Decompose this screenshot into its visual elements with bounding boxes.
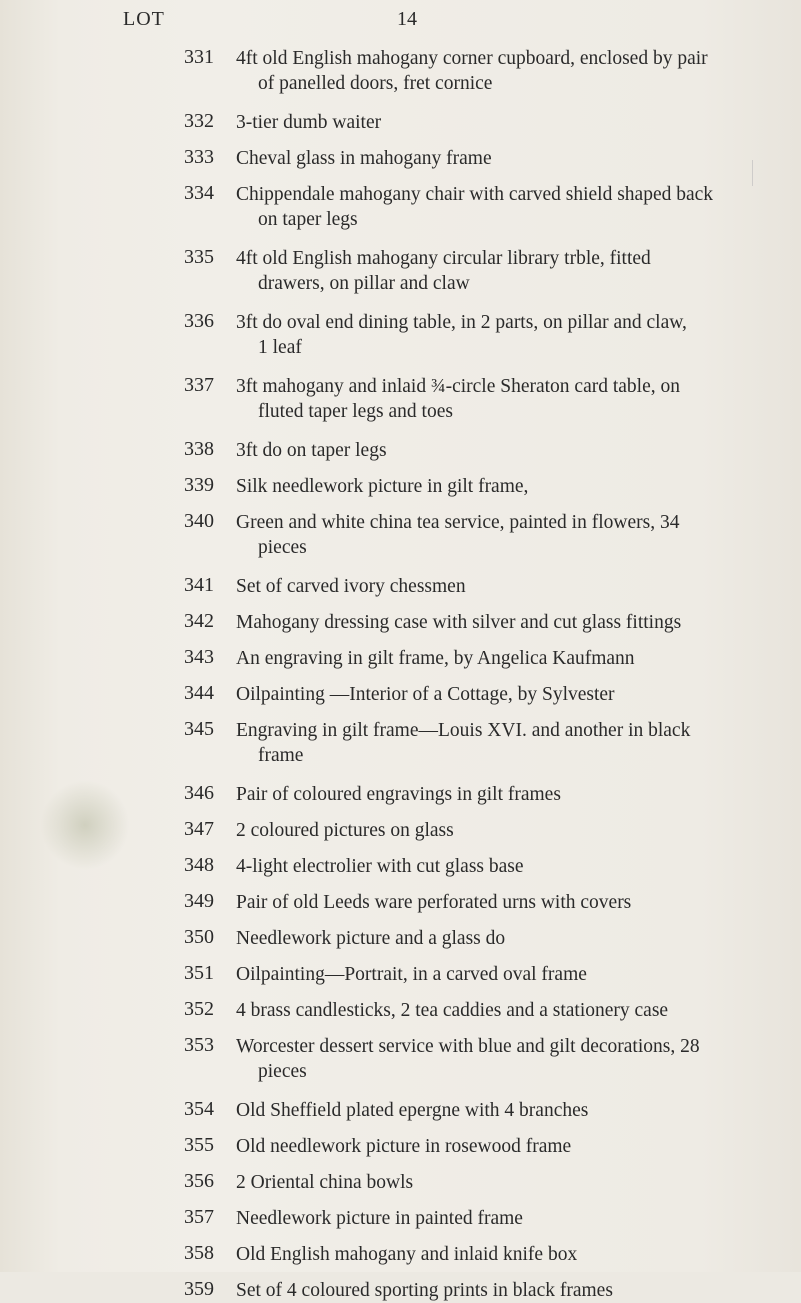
lot-description — [236, 1134, 788, 1159]
lot-description-text: Oilpainting—Portrait, in a carved oval frame — [236, 964, 587, 985]
lot-description-text: 2 Oriental china bowls — [236, 1172, 414, 1193]
lot-description-text: 2 coloured pictures on glass — [236, 820, 454, 841]
margin-stain — [40, 780, 130, 870]
lot-number: 340 — [184, 510, 214, 532]
lot-description — [236, 854, 788, 879]
lot-description-text: Green and white china tea service, painted in flowers, 34 — [236, 512, 680, 533]
lot-description — [236, 474, 788, 499]
lot-description-text: Engraving in gilt frame—Louis XVI. and another in black — [236, 720, 691, 741]
lot-number: 357 — [184, 1206, 214, 1228]
lot-number: 339 — [184, 474, 214, 496]
lot-description — [236, 146, 788, 171]
lot-description-continuation: on taper legs — [258, 209, 358, 230]
lot-number: 345 — [184, 718, 214, 740]
lot-description — [236, 890, 788, 915]
lot-number: 333 — [184, 146, 214, 168]
lot-number: 335 — [184, 246, 214, 268]
lot-number: 341 — [184, 574, 214, 596]
lot-number: 344 — [184, 682, 214, 704]
lot-description — [236, 1098, 788, 1123]
lot-description-continuation: fluted taper legs and toes — [258, 401, 453, 422]
lot-number: 352 — [184, 998, 214, 1020]
lot-description-text: Old needlework picture in rosewood frame — [236, 1136, 572, 1157]
lot-description — [236, 610, 788, 635]
lot-description — [236, 998, 788, 1023]
lot-description-continuation: drawers, on pillar and claw — [258, 273, 470, 294]
lot-description-continuation: pieces — [258, 1061, 307, 1082]
lot-description-text: 3ft do on taper legs — [236, 440, 387, 461]
lot-description — [236, 110, 788, 135]
lot-description — [236, 1278, 788, 1303]
lot-description-text: 4-light electrolier with cut glass base — [236, 856, 524, 877]
lot-description — [236, 1206, 788, 1231]
lot-number: 353 — [184, 1034, 214, 1056]
lot-description-text: Needlework picture in painted frame — [236, 1208, 523, 1229]
lot-number: 334 — [184, 182, 214, 204]
lot-description-text: Set of 4 coloured sporting prints in black frames — [236, 1280, 613, 1301]
lot-number: 350 — [184, 926, 214, 948]
lot-description — [236, 818, 788, 843]
lot-description-text: Needlework picture and a glass do — [236, 928, 506, 949]
lot-description-text: 3ft mahogany and inlaid ¾-circle Sheraton card table, on — [236, 376, 681, 397]
lot-description — [236, 374, 788, 424]
lot-description — [236, 182, 788, 232]
page-header — [0, 8, 801, 38]
lot-description — [236, 246, 788, 296]
lot-description-text: Oilpainting —Interior of a Cottage, by Sylvester — [236, 684, 615, 705]
lot-number: 338 — [184, 438, 214, 460]
lot-description — [236, 510, 788, 560]
lot-description — [236, 574, 788, 599]
lot-description — [236, 1242, 788, 1267]
lot-number: 358 — [184, 1242, 214, 1264]
lot-description — [236, 682, 788, 707]
lot-description — [236, 782, 788, 807]
lot-number: 349 — [184, 890, 214, 912]
lot-description-text: Mahogany dressing case with silver and cut glass fittings — [236, 612, 682, 633]
lot-description — [236, 310, 788, 360]
lot-description-text: 4ft old English mahogany circular library trble, fitted — [236, 248, 651, 269]
lot-description-text: Old English mahogany and inlaid knife box — [236, 1244, 578, 1265]
lot-description — [236, 962, 788, 987]
lot-number: 346 — [184, 782, 214, 804]
lot-number: 359 — [184, 1278, 214, 1300]
lot-description-text: 4 brass candlesticks, 2 tea caddies and a stationery case — [236, 1000, 669, 1021]
lot-description-text: Pair of old Leeds ware perforated urns with covers — [236, 892, 632, 913]
lot-description-continuation: pieces — [258, 537, 307, 558]
lot-number: 342 — [184, 610, 214, 632]
lot-description-text: Chippendale mahogany chair with carved shield shaped back — [236, 184, 714, 205]
lot-description-text: 3ft do oval end dining table, in 2 parts, on pillar and claw, — [236, 312, 687, 333]
lot-description — [236, 646, 788, 671]
lot-description-text: Old Sheffield plated epergne with 4 branches — [236, 1100, 589, 1121]
lot-description-text: 4ft old English mahogany corner cupboard, enclosed by pair — [236, 48, 708, 69]
lot-number: 331 — [184, 46, 214, 68]
lot-number: 348 — [184, 854, 214, 876]
lot-description-continuation: 1 leaf — [258, 337, 302, 358]
lot-description — [236, 718, 788, 768]
lot-number: 351 — [184, 962, 214, 984]
lot-number: 337 — [184, 374, 214, 396]
lot-description-text: 3-tier dumb waiter — [236, 112, 382, 133]
lot-description-text: An engraving in gilt frame, by Angelica Kaufmann — [236, 648, 635, 669]
lot-number: 343 — [184, 646, 214, 668]
lot-description-continuation: of panelled doors, fret cornice — [258, 73, 493, 94]
page-number: 14 — [397, 8, 417, 30]
lot-description-text: Set of carved ivory chessmen — [236, 576, 466, 597]
lot-description-continuation: frame — [258, 745, 304, 766]
lot-number: 336 — [184, 310, 214, 332]
lot-number: 332 — [184, 110, 214, 132]
lot-description — [236, 1170, 788, 1195]
lot-description — [236, 438, 788, 463]
lot-column-heading: LOT — [123, 8, 165, 30]
lot-number: 354 — [184, 1098, 214, 1120]
lot-description — [236, 1034, 788, 1084]
lot-description-text: Silk needlework picture in gilt frame, — [236, 476, 529, 497]
lot-description-text: Pair of coloured engravings in gilt frames — [236, 784, 561, 805]
lot-description — [236, 46, 788, 96]
lot-description — [236, 926, 788, 951]
lot-description-text: Cheval glass in mahogany frame — [236, 148, 492, 169]
lot-number: 356 — [184, 1170, 214, 1192]
lot-number: 347 — [184, 818, 214, 840]
lot-number: 355 — [184, 1134, 214, 1156]
lot-description-text: Worcester dessert service with blue and gilt decorations, 28 — [236, 1036, 700, 1057]
